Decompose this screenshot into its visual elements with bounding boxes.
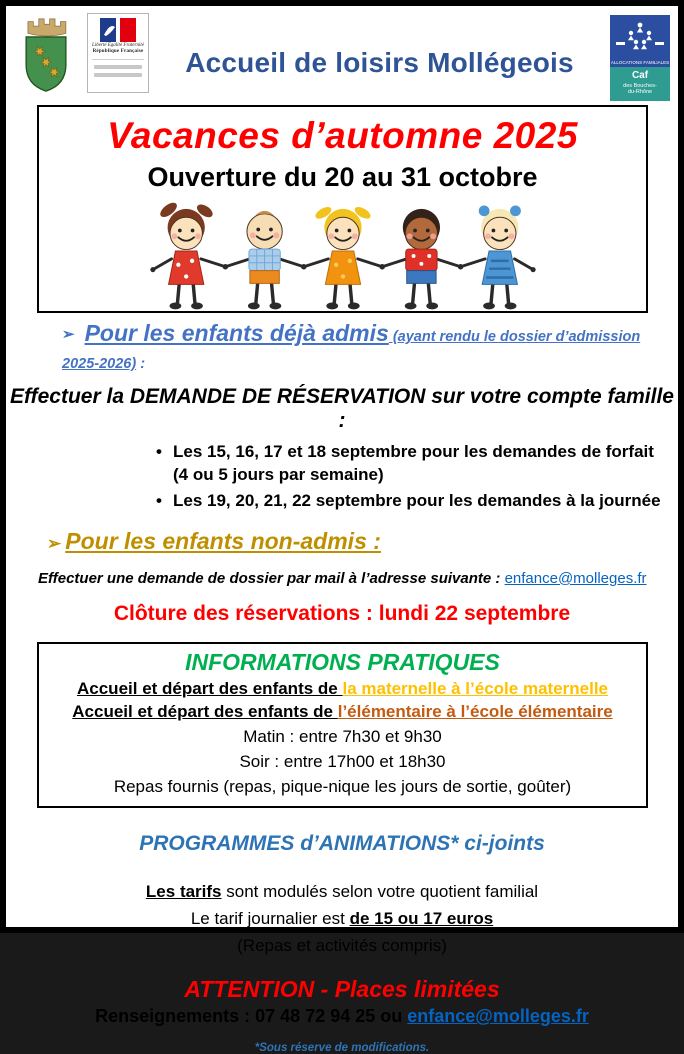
hero-title: Vacances d’automne 2025: [107, 115, 578, 156]
caf-alloc-text: ALLOCATIONS FAMILIALES: [610, 60, 670, 65]
contact-email-link[interactable]: enfance@molleges.fr: [407, 1006, 589, 1027]
pricing-line-1: [6, 878, 678, 905]
admitted-heading-text: Pour les enfants déjà admis: [84, 320, 389, 346]
meals-note: Repas fournis (repas, pique-nique les jours de sortie, goûter): [113, 776, 572, 796]
french-republic-logo: [87, 13, 149, 93]
hero-subtitle: Ouverture du 20 au 31 octobre: [147, 162, 538, 192]
programs-title: PROGRAMMES d’ANIMATIONS* ci-joints: [139, 831, 545, 855]
small-print-line: [94, 65, 142, 69]
bullet-text: Les 15, 16, 17 et 18 septembre pour les demandes de forfait: [173, 442, 654, 461]
gov-motto: Liberté Égalité Fraternité: [92, 43, 144, 48]
page-title: Accueil de loisirs Mollégeois: [185, 47, 574, 78]
caf-dept-1: des Bouches-: [623, 83, 657, 89]
schedule-evening: Soir : entre 17h00 et 18h30: [239, 751, 446, 771]
admitted-heading-colon: :: [136, 356, 146, 372]
admitted-heading-note: (ayant rendu le dossier d’admission 2025-2026): [62, 329, 641, 372]
info-box: [37, 642, 648, 808]
reservation-instruction: Effectuer la DEMANDE DE RÉSERVATION sur votre compte famille :: [10, 385, 674, 432]
bullet-item: [156, 490, 678, 513]
arrow-icon: ➢: [62, 326, 75, 343]
header: [6, 6, 678, 103]
closing-deadline: Clôture des réservations : lundi 22 septembre: [113, 601, 571, 625]
pricing-line-3: (Repas et activités compris): [237, 936, 447, 956]
pricing-block: [6, 878, 678, 960]
gov-republic: République Française: [92, 49, 144, 54]
schedule-morning: Matin : entre 7h30 et 9h30: [243, 726, 442, 746]
caf-family-figures-icon: [612, 20, 668, 60]
bullet-subtext: (4 ou 5 jours par semaine): [173, 464, 384, 484]
arrow-icon: ➢: [47, 533, 62, 553]
bullet-text: Les 19, 20, 21, 22 septembre pour les demandes à la journée: [173, 490, 661, 510]
pricing-line-1-rest: sont modulés selon votre quotient familial: [221, 881, 539, 901]
info-line-2-highlight: l’élémentaire à l’école élémentaire: [337, 701, 613, 721]
mail-instruction-label: Effectuer une demande de dossier par mail à l’adresse suivante :: [38, 569, 505, 587]
bullet-item: [156, 441, 678, 487]
pricing-amount: de 15 ou 17 euros: [349, 909, 494, 928]
info-line-1-label: Accueil et départ des enfants de: [77, 678, 343, 698]
divider: [92, 59, 144, 60]
bullet-list: [156, 441, 678, 513]
marianne-flag-icon: [98, 17, 138, 43]
info-box-title: INFORMATIONS PRATIQUES: [185, 648, 500, 675]
caf-dept-2: du-Rhône: [627, 89, 653, 95]
info-line-maternelle: [39, 679, 646, 699]
children-illustration: [147, 194, 539, 312]
contact-line: [6, 1006, 678, 1027]
hero-box: [37, 105, 648, 313]
pricing-tarifs: Les tarifs: [145, 881, 222, 901]
info-line-elementaire: [39, 702, 646, 722]
info-line-1-highlight: la maternelle à l’école maternelle: [342, 678, 608, 698]
email-link[interactable]: enfance@molleges.fr: [504, 569, 647, 587]
pricing-line-2-pre: Le tarif journalier est: [190, 909, 350, 928]
pricing-line-2: [6, 905, 678, 932]
town-crest-icon: [18, 13, 74, 97]
caf-word: Caf: [631, 70, 649, 81]
contact-label: Renseignements : 07 48 72 94 25 ou: [95, 1006, 408, 1027]
small-print-line: [94, 73, 142, 77]
info-line-2-label: Accueil et départ des enfants de: [72, 701, 338, 721]
nonadmitted-heading-text: Pour les enfants non-admis :: [65, 527, 381, 554]
footnote: *Sous réserve de modifications.: [254, 1042, 430, 1054]
mail-instruction: [38, 570, 678, 587]
attention-note: ATTENTION - Places limitées: [184, 976, 500, 1003]
section-admitted-heading: [62, 320, 678, 374]
section-nonadmitted-heading: [47, 528, 678, 555]
caf-logo-icon: [610, 15, 670, 101]
